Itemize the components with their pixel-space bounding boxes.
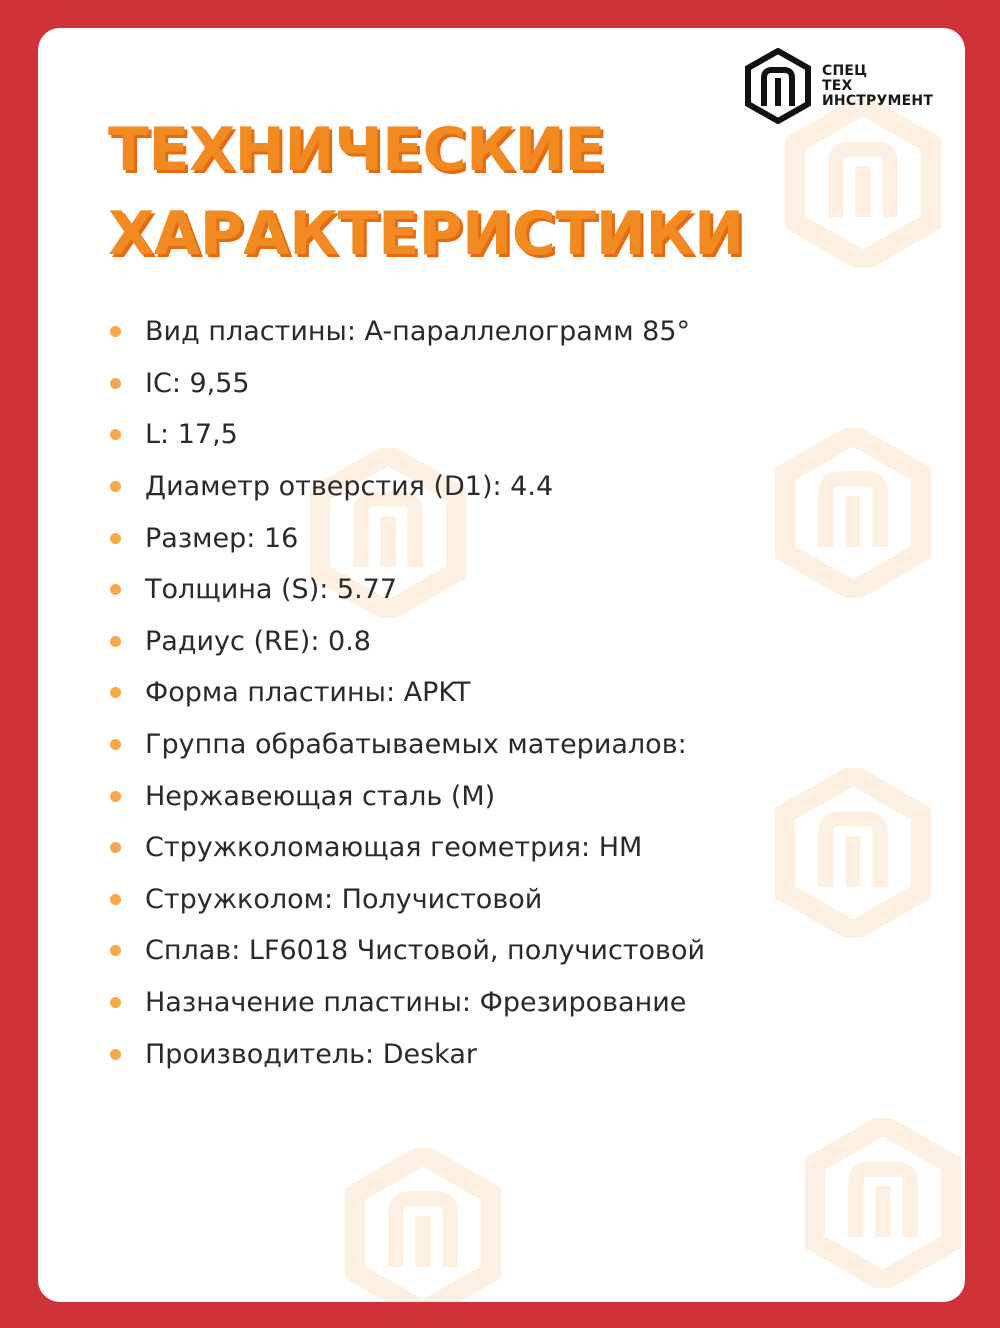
spec-text: IC: 9,55: [145, 367, 250, 399]
brand-line-1: СПЕЦ: [822, 62, 868, 79]
list-item: [110, 874, 705, 926]
list-item: [110, 512, 705, 564]
bullet-icon: [110, 378, 121, 389]
spec-text: Форма пластины: APKT: [145, 677, 471, 709]
spec-text: Назначение пластины: Фрезирование: [145, 987, 687, 1019]
list-item: [110, 719, 705, 771]
spec-card: [38, 28, 965, 1302]
spec-text: Производитель: Deskar: [145, 1038, 477, 1070]
bullet-icon: [110, 997, 121, 1008]
list-item: [110, 925, 705, 977]
spec-text: Толщина (S): 5.77: [145, 574, 398, 606]
spec-text: Вид пластины: A-параллелограмм 85°: [145, 316, 690, 348]
bullet-icon: [110, 584, 121, 595]
list-item: [110, 461, 705, 513]
watermark-logo-icon: [768, 768, 938, 938]
list-item: [110, 306, 705, 358]
list-item: [110, 977, 705, 1029]
brand-line-3: ИНСТРУМЕНТ: [822, 92, 934, 109]
watermark-logo-icon: [798, 1118, 965, 1288]
spec-list: [110, 306, 705, 1080]
spec-text: Диаметр отверстия (D1): 4.4: [145, 471, 554, 503]
list-item: [110, 1028, 705, 1080]
hexagon-logo-icon: [744, 48, 812, 124]
list-item: [110, 667, 705, 719]
bullet-icon: [110, 842, 121, 853]
spec-text: Стружколомающая геометрия: HM: [145, 832, 643, 864]
bullet-icon: [110, 533, 121, 544]
list-item: [110, 770, 705, 822]
bullet-icon: [110, 326, 121, 337]
list-item: [110, 409, 705, 461]
bullet-icon: [110, 945, 121, 956]
bullet-icon: [110, 739, 121, 750]
watermark-logo-icon: [768, 428, 938, 598]
bullet-icon: [110, 481, 121, 492]
bullet-icon: [110, 636, 121, 647]
spec-text: L: 17,5: [145, 419, 238, 451]
title-line-1: ТЕХНИЧЕСКИЕ: [108, 115, 605, 185]
spec-text: Группа обрабатываемых материалов:: [145, 729, 687, 761]
bullet-icon: [110, 429, 121, 440]
bullet-icon: [110, 1049, 121, 1060]
brand-line-2: ТЕХ: [822, 77, 853, 94]
title-line-2: ХАРАКТЕРИСТИКИ: [108, 199, 744, 269]
list-item: [110, 564, 705, 616]
list-item: [110, 616, 705, 668]
list-item: [110, 358, 705, 410]
spec-text: Стружколом: Получистовой: [145, 883, 543, 915]
brand-logo: [744, 46, 944, 126]
spec-text: Сплав: LF6018 Чистовой, получистовой: [145, 935, 706, 967]
spec-text: Радиус (RE): 0.8: [145, 625, 371, 657]
page-title: [108, 108, 744, 276]
spec-text: Размер: 16: [145, 522, 299, 554]
watermark-logo-icon: [338, 1148, 508, 1302]
spec-text: Нержавеющая сталь (M): [145, 780, 496, 812]
list-item: [110, 822, 705, 874]
bullet-icon: [110, 894, 121, 905]
bullet-icon: [110, 791, 121, 802]
bullet-icon: [110, 687, 121, 698]
brand-name: [822, 64, 933, 109]
